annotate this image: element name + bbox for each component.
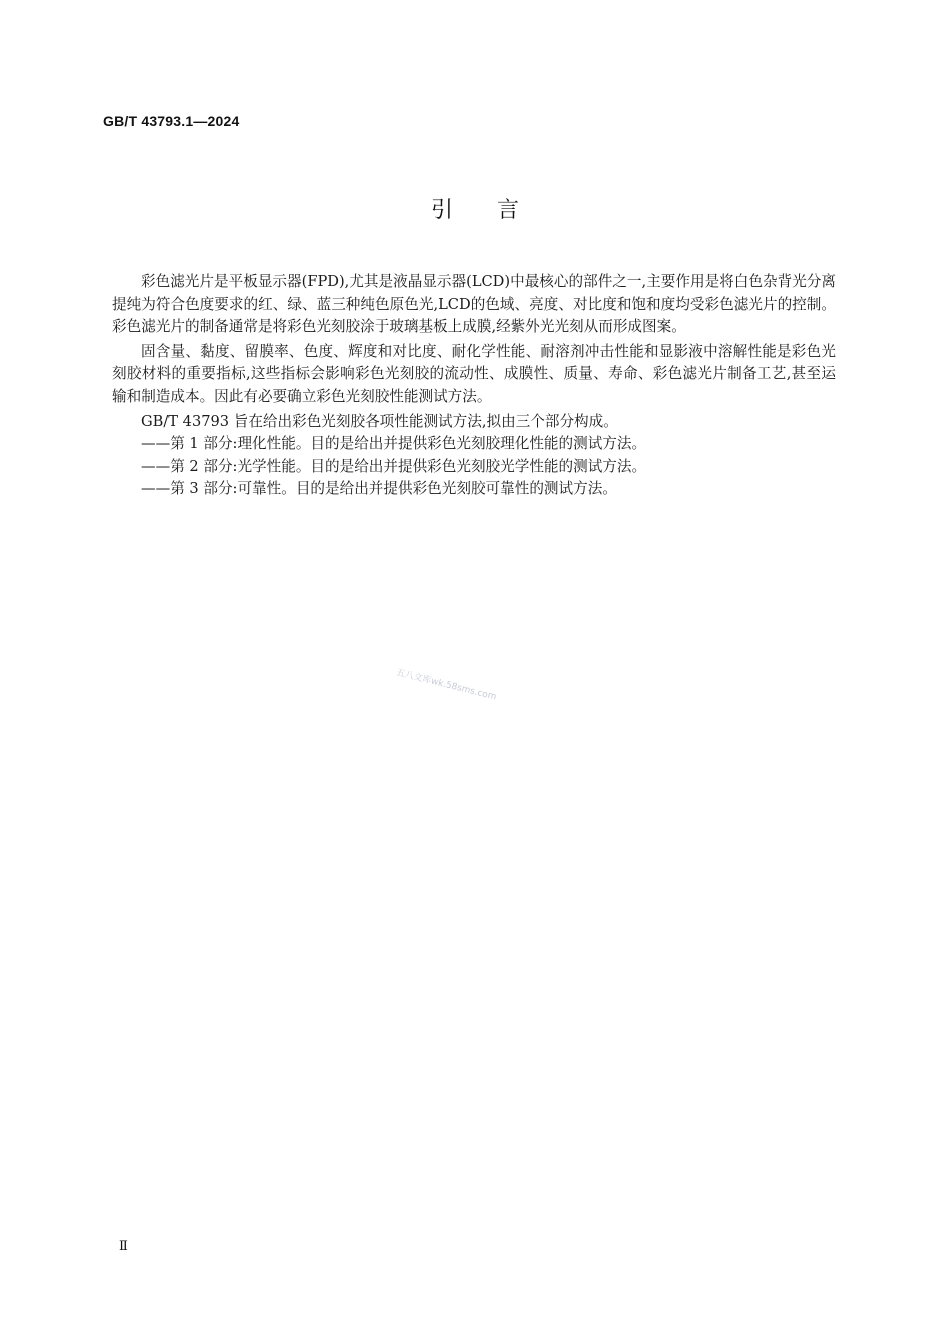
part-item-2: ——第 2 部分:光学性能。目的是给出并提供彩色光刻胶光学性能的测试方法。 <box>141 457 647 475</box>
page-title: 引言 <box>430 198 563 223</box>
standard-code: GB/T 43793.1—2024 <box>103 113 240 129</box>
introduction-body <box>112 271 836 501</box>
part-item-3: ——第 3 部分:可靠性。目的是给出并提供彩色光刻胶可靠性的测试方法。 <box>141 480 617 498</box>
watermark: 五八文库wk.58sms.com <box>394 667 498 703</box>
paragraph-3: GB/T 43793 旨在给出彩色光刻胶各项性能测试方法,拟由三个部分构成。 <box>141 412 618 430</box>
part-item-1: ——第 1 部分:理化性能。目的是给出并提供彩色光刻胶理化性能的测试方法。 <box>141 435 647 453</box>
paragraph-1: 彩色滤光片是平板显示器(FPD),尤其是液晶显示器(LCD)中最核心的部件之一,主要作用是将白色杂背光分离提纯为符合色度要求的红、绿、蓝三种纯色原色光,LCD的色域、亮度、对比度和饱和度均受彩色滤光片的控制。彩色滤光片的制备通常是将彩色光刻胶涂于玻璃基板上成膜,经紫外光光刻从而形成图案。 <box>112 273 836 336</box>
page-number: Ⅱ <box>119 1239 128 1254</box>
paragraph-2: 固含量、黏度、留膜率、色度、辉度和对比度、耐化学性能、耐溶剂冲击性能和显影液中溶解性能是彩色光刻胶材料的重要指标,这些指标会影响彩色光刻胶的流动性、成膜性、质量、寿命、彩色滤光片制备工艺,甚至运输和制造成本。因此有必要确立彩色光刻胶性能测试方法。 <box>112 342 836 405</box>
